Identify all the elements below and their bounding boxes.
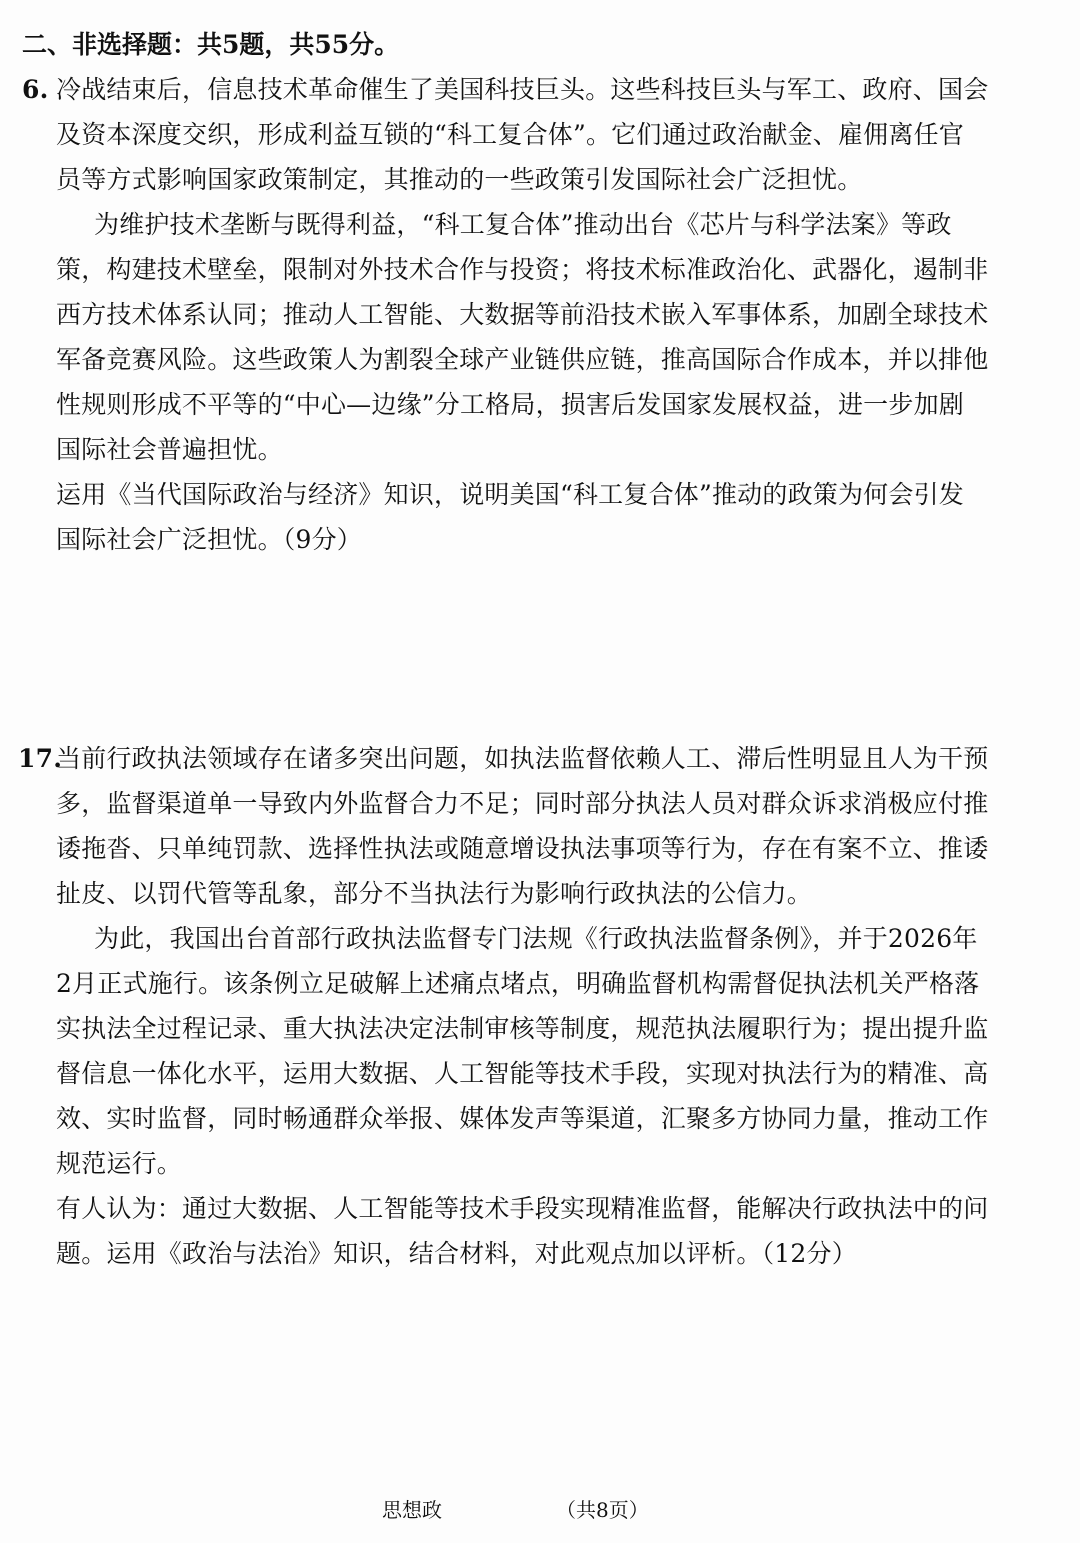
question-line: 督信息一体化水平，运用大数据、人工智能等技术手段，实现对执法行为的精准、高 (56, 1059, 989, 1088)
question-prompt-line: 题。运用《政治与法治》知识，结合材料，对此观点加以评析。（12分） (56, 1239, 857, 1268)
question-line: 为此，我国出台首部行政执法监督专门法规《行政执法监督条例》，并于2026年 (94, 924, 978, 953)
question-prompt-line: 运用《当代国际政治与经济》知识，说明美国“科工复合体”推动的政策为何会引发 (56, 480, 964, 509)
question-line: 员等方式影响国家政策制定，其推动的一些政策引发国际社会广泛担忧。 (56, 165, 863, 194)
question-line: 国际社会普遍担忧。 (56, 435, 283, 464)
question-prompt-line: 有人认为：通过大数据、人工智能等技术手段实现精准监督，能解决行政执法中的问 (56, 1194, 989, 1223)
footer-subject: 思想政 (382, 1498, 442, 1522)
question-line: 效、实时监督，同时畅通群众举报、媒体发声等渠道，汇聚多方协同力量，推动工作 (56, 1104, 989, 1133)
question-line: 规范运行。 (56, 1149, 183, 1178)
question-line: 西方技术体系认同；推动人工智能、大数据等前沿技术嵌入军事体系，加剧全球技术 (56, 300, 989, 329)
question-line: 为维护技术垄断与既得利益，“科工复合体”推动出台《芯片与科学法案》等政 (94, 210, 952, 239)
section-heading: 二、非选择题：共5题，共55分。 (22, 30, 400, 59)
question-line: 实执法全过程记录、重大执法决定法制审核等制度，规范执法履职行为；提出提升监 (56, 1014, 989, 1043)
question-number: 17. (18, 744, 63, 773)
question-line: 冷战结束后，信息技术革命催生了美国科技巨头。这些科技巨头与军工、政府、国会 (56, 75, 989, 104)
question-line: 性规则形成不平等的“中心—边缘”分工格局，损害后发国家发展权益，进一步加剧 (56, 390, 964, 419)
question-number: 6. (22, 75, 49, 104)
question-line: 诿拖沓、只单纯罚款、选择性执法或随意增设执法事项等行为，存在有案不立、推诿 (56, 834, 989, 863)
question-line: 当前行政执法领域存在诸多突出问题，如执法监督依赖人工、滞后性明显且人为干预 (56, 744, 989, 773)
question-line: 2月正式施行。该条例立足破解上述痛点堵点，明确监督机构需督促执法机关严格落 (56, 969, 980, 998)
footer-page-count: （共8页） (556, 1498, 649, 1522)
question-prompt-line: 国际社会广泛担忧。（9分） (56, 525, 363, 554)
question-line: 及资本深度交织，形成利益互锁的“科工复合体”。它们通过政治献金、雇佣离任官 (56, 120, 964, 149)
question-line: 军备竞赛风险。这些政策人为割裂全球产业链供应链，推高国际合作成本，并以排他 (56, 345, 989, 374)
question-line: 扯皮、以罚代管等乱象，部分不当执法行为影响行政执法的公信力。 (56, 879, 813, 908)
question-line: 多，监督渠道单一导致内外监督合力不足；同时部分执法人员对群众诉求消极应付推 (56, 789, 989, 818)
question-line: 策，构建技术壁垒，限制对外技术合作与投资；将技术标准政治化、武器化，遏制非 (56, 255, 989, 284)
